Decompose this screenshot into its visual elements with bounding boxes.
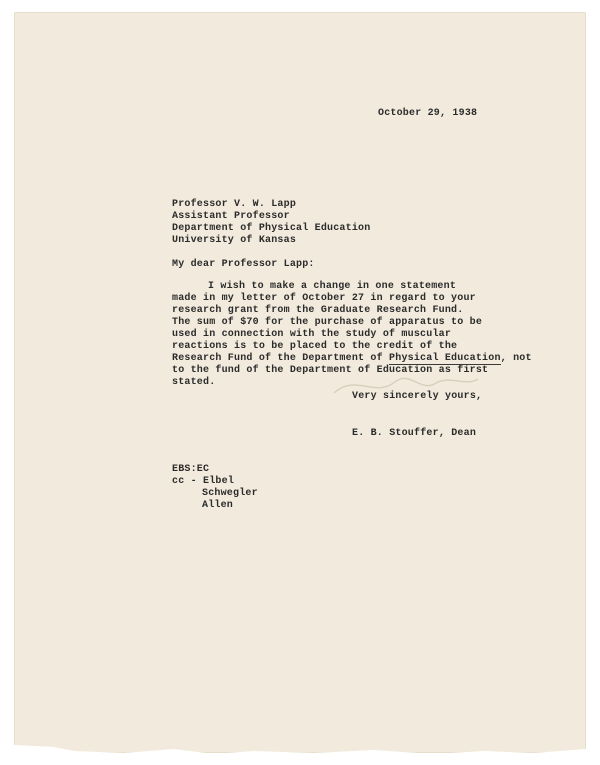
body-line: stated.	[172, 377, 216, 388]
salutation: My dear Professor Lapp:	[172, 259, 315, 270]
cc-name: Schwegler	[202, 488, 258, 499]
body-line-start: Research Fund of the Department of	[172, 353, 383, 364]
body-line: to the fund of the Department of Education as first	[172, 365, 489, 376]
cc-label: cc -	[172, 476, 197, 487]
recipient-line: University of Kansas	[172, 235, 297, 246]
body-line: I wish to make a change in one statement	[208, 281, 457, 292]
cc-name: Allen	[202, 500, 234, 511]
typist-initials: EBS:EC	[172, 464, 210, 475]
paper-torn-edge	[14, 727, 586, 757]
recipient-line: Department of Physical Education	[172, 223, 371, 234]
body-line: used in connection with the study of muscular	[172, 329, 452, 340]
cc-line	[172, 476, 234, 488]
body-line: research grant from the Graduate Research Fund.	[172, 305, 464, 316]
cc-name: Elbel	[203, 476, 235, 487]
recipient-line: Assistant Professor	[172, 211, 290, 222]
recipient-line: Professor V. W. Lapp	[172, 199, 297, 210]
body-line: reactions is to be placed to the credit of the	[172, 341, 458, 352]
closing: Very sincerely yours,	[352, 391, 483, 402]
signature-name: E. B. Stouffer, Dean	[352, 428, 477, 439]
body-line: The sum of $70 for the purchase of apparatus to be	[172, 317, 483, 328]
body-line-end: , not	[500, 353, 532, 364]
body-line: made in my letter of October 27 in regard to your	[172, 293, 476, 304]
underlined-phrase: Physical Education	[389, 353, 501, 364]
letter-date: October 29, 1938	[378, 108, 478, 119]
letter-paper	[14, 12, 586, 753]
